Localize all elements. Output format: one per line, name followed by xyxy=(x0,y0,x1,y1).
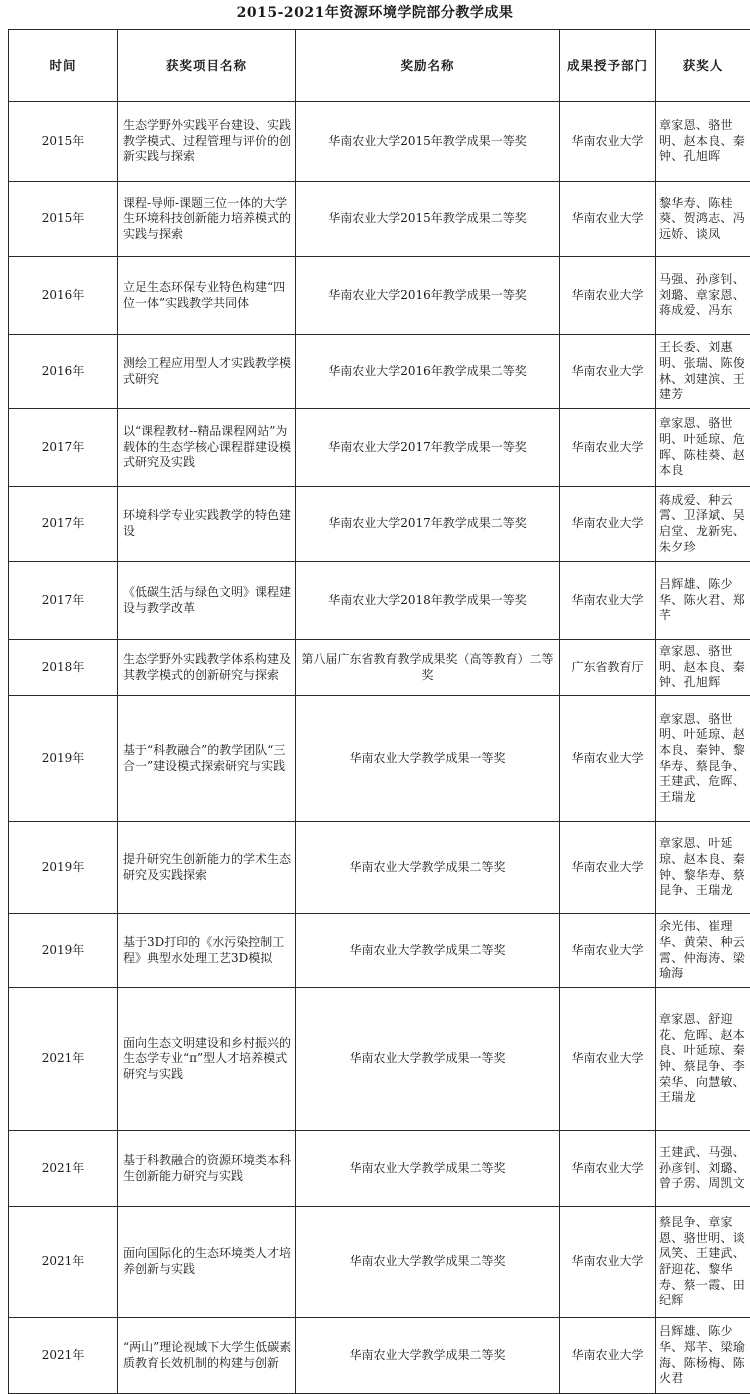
table-row xyxy=(9,1318,750,1394)
cell-winners: 蒋成爱、种云霄、卫泽斌、吴启堂、龙新宪、朱夕珍 xyxy=(656,487,750,562)
cell-winners: 吕辉雄、陈少华、陈火君、郑芊 xyxy=(656,562,750,640)
cell-award: 华南农业大学2018年教学成果一等奖 xyxy=(296,562,560,640)
cell-project: 立足生态环保专业特色构建“四位一体”实践教学共同体 xyxy=(118,257,296,335)
table-row xyxy=(9,182,750,257)
cell-time: 2019年 xyxy=(9,696,118,822)
cell-department: 华南农业大学 xyxy=(560,822,656,914)
cell-time: 2021年 xyxy=(9,988,118,1131)
cell-department: 华南农业大学 xyxy=(560,182,656,257)
cell-award: 华南农业大学教学成果二等奖 xyxy=(296,914,560,988)
cell-winners: 蔡昆争、章家恩、骆世明、谈凤笑、王建武、舒迎花、黎华寿、蔡一霞、田纪辉 xyxy=(656,1207,750,1318)
cell-award: 华南农业大学2015年教学成果二等奖 xyxy=(296,182,560,257)
cell-time: 2015年 xyxy=(9,182,118,257)
cell-project: 以“课程教材--精品课程网站”为载体的生态学核心课程群建设模式研究及实践 xyxy=(118,409,296,487)
table-row xyxy=(9,1207,750,1318)
cell-award: 华南农业大学2016年教学成果二等奖 xyxy=(296,335,560,409)
cell-award: 华南农业大学教学成果一等奖 xyxy=(296,988,560,1131)
cell-time: 2019年 xyxy=(9,914,118,988)
table-row xyxy=(9,335,750,409)
cell-winners: 章家恩、骆世明、叶延琼、赵本良、秦钟、黎华寿、蔡昆争、王建武、危晖、王瑞龙 xyxy=(656,696,750,822)
cell-time: 2019年 xyxy=(9,822,118,914)
cell-department: 华南农业大学 xyxy=(560,1131,656,1207)
cell-winners: 黎华寿、陈桂葵、贺鸿志、冯远娇、谈凤 xyxy=(656,182,750,257)
cell-winners: 章家恩、骆世明、赵本良、秦钟、孔旭辉 xyxy=(656,640,750,696)
header-project: 获奖项目名称 xyxy=(118,30,296,102)
table-row xyxy=(9,640,750,696)
cell-department: 华南农业大学 xyxy=(560,102,656,182)
cell-award: 华南农业大学教学成果一等奖 xyxy=(296,696,560,822)
cell-winners: 马强、孙彦钊、刘璐、章家恩、蒋成爱、冯东 xyxy=(656,257,750,335)
cell-time: 2021年 xyxy=(9,1207,118,1318)
achievements-table xyxy=(8,29,750,1394)
cell-project: 基于科教融合的资源环境类本科生创新能力研究与实践 xyxy=(118,1131,296,1207)
cell-project: 基于3D打印的《水污染控制工程》典型水处理工艺3D模拟 xyxy=(118,914,296,988)
cell-department: 华南农业大学 xyxy=(560,1207,656,1318)
cell-project: 课程-导师-课题三位一体的大学生环境科技创新能力培养模式的实践与探索 xyxy=(118,182,296,257)
cell-department: 华南农业大学 xyxy=(560,487,656,562)
cell-winners: 章家恩、舒迎花、危晖、赵本良、叶延琼、秦钟、蔡昆争、李荣华、向慧敏、王瑞龙 xyxy=(656,988,750,1131)
table-row xyxy=(9,102,750,182)
table-row xyxy=(9,1131,750,1207)
cell-winners: 章家恩、叶延琼、赵本良、秦钟、黎华寿、蔡昆争、王瑞龙 xyxy=(656,822,750,914)
table-row xyxy=(9,257,750,335)
cell-department: 广东省教育厅 xyxy=(560,640,656,696)
cell-project: 环境科学专业实践教学的特色建设 xyxy=(118,487,296,562)
cell-winners: 余光伟、崔理华、黄荣、种云霄、仲海涛、梁瑜海 xyxy=(656,914,750,988)
cell-winners: 章家恩、骆世明、赵本良、秦钟、孔旭晖 xyxy=(656,102,750,182)
cell-department: 华南农业大学 xyxy=(560,914,656,988)
cell-time: 2016年 xyxy=(9,257,118,335)
cell-project: “两山”理论视域下大学生低碳素质教育长效机制的构建与创新 xyxy=(118,1318,296,1394)
table-row xyxy=(9,562,750,640)
page-title: 2015-2021年资源环境学院部分教学成果 xyxy=(0,0,750,28)
cell-project: 生态学野外实践教学体系构建及其教学模式的创新研究与探索 xyxy=(118,640,296,696)
cell-project: 面向生态文明建设和乡村振兴的生态学专业“π”型人才培养模式研究与实践 xyxy=(118,988,296,1131)
cell-time: 2021年 xyxy=(9,1318,118,1394)
cell-project: 提升研究生创新能力的学术生态研究及实践探索 xyxy=(118,822,296,914)
cell-award: 华南农业大学2017年教学成果一等奖 xyxy=(296,409,560,487)
table-row xyxy=(9,914,750,988)
table-row xyxy=(9,822,750,914)
cell-department: 华南农业大学 xyxy=(560,1318,656,1394)
cell-department: 华南农业大学 xyxy=(560,562,656,640)
cell-time: 2015年 xyxy=(9,102,118,182)
cell-award: 华南农业大学教学成果二等奖 xyxy=(296,822,560,914)
cell-award: 华南农业大学2015年教学成果一等奖 xyxy=(296,102,560,182)
cell-winners: 王建武、马强、孙彦钊、刘璐、曾子雳、周凯文 xyxy=(656,1131,750,1207)
table-row xyxy=(9,696,750,822)
cell-time: 2017年 xyxy=(9,487,118,562)
cell-time: 2018年 xyxy=(9,640,118,696)
cell-award: 华南农业大学2016年教学成果一等奖 xyxy=(296,257,560,335)
cell-award: 华南农业大学教学成果二等奖 xyxy=(296,1318,560,1394)
cell-time: 2021年 xyxy=(9,1131,118,1207)
table-row xyxy=(9,409,750,487)
table-row xyxy=(9,487,750,562)
cell-time: 2017年 xyxy=(9,562,118,640)
cell-award: 华南农业大学教学成果二等奖 xyxy=(296,1207,560,1318)
cell-department: 华南农业大学 xyxy=(560,696,656,822)
header-department: 成果授予部门 xyxy=(560,30,656,102)
table-row xyxy=(9,988,750,1131)
header-winners: 获奖人 xyxy=(656,30,750,102)
cell-project: 生态学野外实践平台建设、实践教学模式、过程管理与评价的创新实践与探索 xyxy=(118,102,296,182)
cell-project: 面向国际化的生态环境类人才培养创新与实践 xyxy=(118,1207,296,1318)
cell-winners: 章家恩、骆世明、叶延琼、危晖、陈桂葵、赵本良 xyxy=(656,409,750,487)
header-time: 时间 xyxy=(9,30,118,102)
cell-department: 华南农业大学 xyxy=(560,257,656,335)
cell-award: 华南农业大学2017年教学成果二等奖 xyxy=(296,487,560,562)
table-header-row xyxy=(9,30,750,102)
cell-project: 测绘工程应用型人才实践教学模式研究 xyxy=(118,335,296,409)
header-award: 奖励名称 xyxy=(296,30,560,102)
cell-department: 华南农业大学 xyxy=(560,988,656,1131)
cell-winners: 吕辉雄、陈少华、郑芊、梁瑜海、陈杨梅、陈火君 xyxy=(656,1318,750,1394)
cell-department: 华南农业大学 xyxy=(560,335,656,409)
cell-project: 基于“科教融合”的教学团队“三合一”建设模式探索研究与实践 xyxy=(118,696,296,822)
cell-department: 华南农业大学 xyxy=(560,409,656,487)
cell-winners: 王长委、刘惠明、张瑞、陈俊林、刘建滨、王建芳 xyxy=(656,335,750,409)
cell-award: 华南农业大学教学成果二等奖 xyxy=(296,1131,560,1207)
cell-award: 第八届广东省教育教学成果奖（高等教育）二等奖 xyxy=(296,640,560,696)
cell-time: 2017年 xyxy=(9,409,118,487)
cell-time: 2016年 xyxy=(9,335,118,409)
cell-project: 《低碳生活与绿色文明》课程建设与教学改革 xyxy=(118,562,296,640)
